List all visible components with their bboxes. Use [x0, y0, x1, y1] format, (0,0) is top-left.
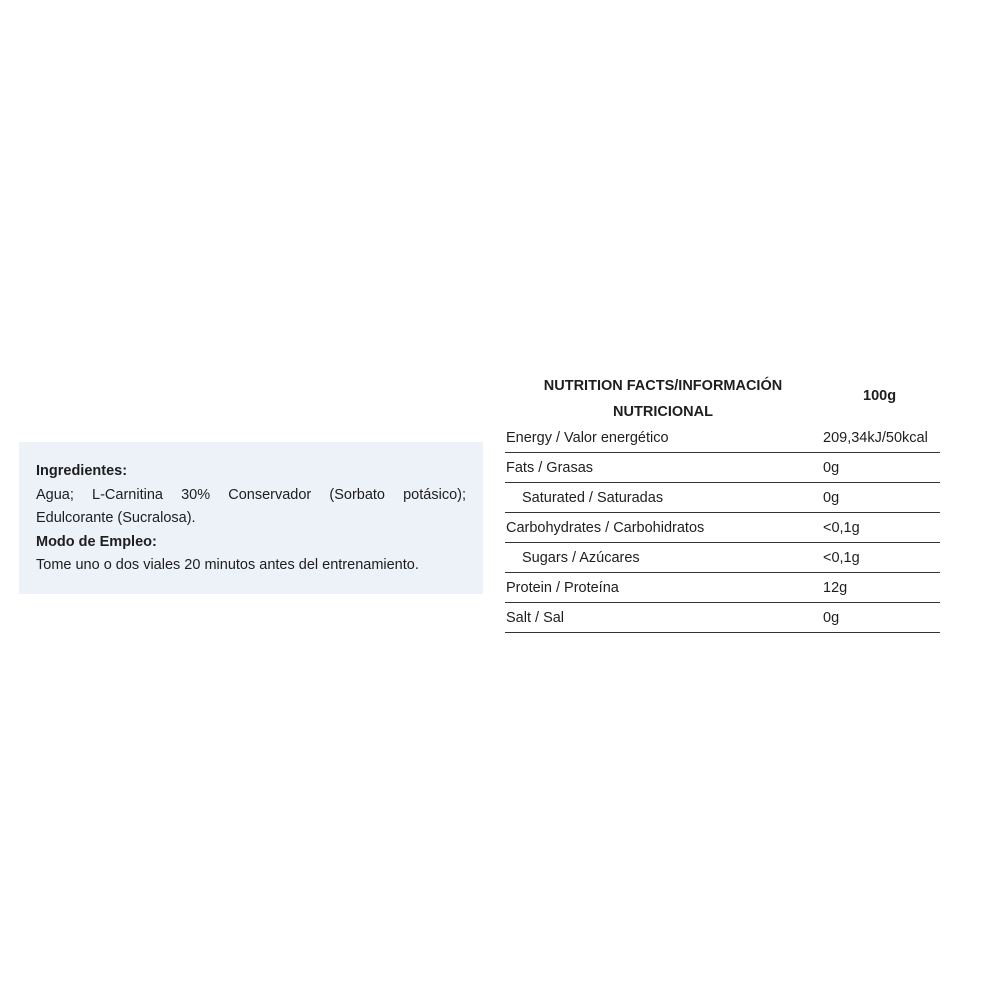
- table-row: [505, 453, 940, 483]
- product-info-box: [19, 442, 483, 594]
- ingredients-line-2: Edulcorante (Sucralosa).: [36, 510, 196, 526]
- row-value: 0g: [823, 459, 840, 476]
- row-value: 209,34kJ/50kcal: [823, 429, 928, 446]
- row-value: <0,1g: [823, 549, 860, 566]
- usage-heading: Modo de Empleo:: [36, 533, 157, 550]
- table-row: [505, 573, 940, 603]
- row-label: Sugars / Azúcares: [522, 549, 640, 566]
- nutrition-table: [505, 370, 940, 633]
- table-row: [505, 513, 940, 543]
- usage-text: Tome uno o dos viales 20 minutos antes del entrenamiento.: [36, 557, 419, 573]
- row-value: 12g: [823, 579, 848, 596]
- row-value: 0g: [823, 489, 840, 506]
- row-label: Energy / Valor energético: [506, 429, 669, 446]
- row-label: Carbohydrates / Carbohidratos: [506, 519, 705, 536]
- row-label: Fats / Grasas: [506, 459, 594, 476]
- row-value: 0g: [823, 609, 840, 626]
- table-row: [505, 483, 940, 513]
- nutrition-table-header: [505, 370, 940, 423]
- table-row: [505, 603, 940, 633]
- table-row: [505, 423, 940, 453]
- nutrition-title-line-2: NUTRICIONAL: [613, 404, 713, 420]
- row-label: Saturated / Saturadas: [522, 489, 664, 506]
- row-label: Salt / Sal: [506, 609, 565, 626]
- nutrition-column-header: 100g: [863, 388, 897, 404]
- row-value: <0,1g: [823, 519, 860, 536]
- table-row: [505, 543, 940, 573]
- row-label: Protein / Proteína: [506, 579, 619, 596]
- nutrition-title-line-1: NUTRITION FACTS/INFORMACIÓN: [543, 378, 783, 394]
- ingredients-line-1: Agua; L-Carnitina 30% Conservador (Sorbato potásico);: [36, 486, 466, 503]
- ingredients-heading: Ingredientes:: [36, 463, 128, 479]
- nutrition-title: [505, 373, 821, 425]
